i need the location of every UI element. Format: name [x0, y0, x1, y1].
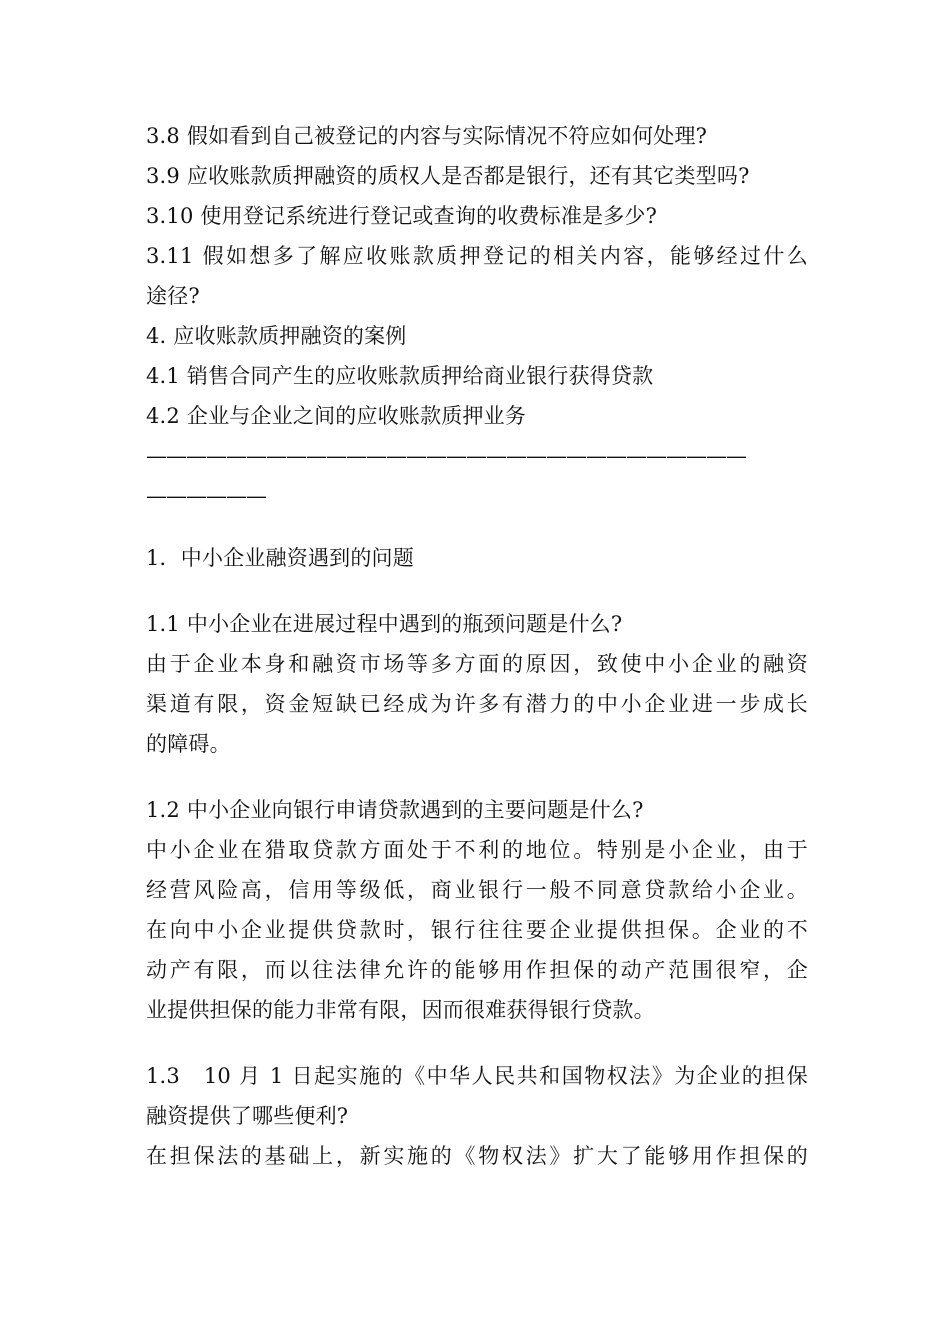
question-1-3 [146, 1056, 808, 1176]
question-1-3-title: 1.3 10 月 1 日起实施的《中华人民共和国物权法》为企业的担保 [146, 1064, 808, 1088]
answer-1-2-line: 经营风险高，信用等级低，商业银行一般不同意贷款给小企业。 [146, 878, 808, 902]
answer-1-2-line: 业提供担保的能力非常有限，因而很难获得银行贷款。 [146, 998, 655, 1022]
separator-line-1: —————————————————————————————— [146, 444, 746, 468]
answer-1-1-line: 由于企业本身和融资市场等多方面的原因，致使中小企业的融资 [146, 652, 808, 676]
question-1-1 [146, 604, 808, 764]
toc-item-4-1: 4.1 销售合同产生的应收账款质押给商业银行获得贷款 [146, 364, 654, 388]
toc-item-3-10: 3.10 使用登记系统进行登记或查询的收费标准是多少? [146, 204, 658, 228]
document-page [146, 116, 808, 1176]
answer-1-2-line: 在向中小企业提供贷款时，银行往往要企业提供担保。企业的不 [146, 918, 808, 942]
answer-1-2-line: 中小企业在猎取贷款方面处于不利的地位。特别是小企业，由于 [146, 838, 808, 862]
answer-1-2-line: 动产有限，而以往法律允许的能够用作担保的动产范围很窄，企 [146, 958, 808, 982]
toc-list [146, 116, 808, 436]
answer-1-3-line: 在担保法的基础上，新实施的《物权法》扩大了能够用作担保的 [146, 1144, 808, 1168]
question-1-1-title: 1.1 中小企业在进展过程中遇到的瓶颈问题是什么? [146, 612, 623, 636]
toc-item-3-11-cont: 途径? [146, 284, 200, 308]
separator-line-2: —————— [146, 484, 266, 508]
answer-1-1-line: 渠道有限，资金短缺已经成为许多有潜力的中小企业进一步成长 [146, 692, 808, 716]
toc-item-3-8: 3.8 假如看到自己被登记的内容与实际情况不符应如何处理? [146, 124, 708, 148]
answer-1-1-line: 的障碍。 [146, 732, 231, 756]
question-1-2 [146, 790, 808, 1030]
section-title: 1．中小企业融资遇到的问题 [146, 546, 414, 570]
toc-item-3-9: 3.9 应收账款质押融资的质权人是否都是银行，还有其它类型吗? [146, 164, 750, 188]
toc-item-4-2: 4.2 企业与企业之间的应收账款质押业务 [146, 404, 527, 428]
toc-item-3-11: 3.11 假如想多了解应收账款质押登记的相关内容，能够经过什么 [146, 244, 808, 268]
toc-item-4: 4. 应收账款质押融资的案例 [146, 324, 407, 348]
question-1-2-title: 1.2 中小企业向银行申请贷款遇到的主要问题是什么? [146, 798, 644, 822]
question-1-3-title-cont: 融资提供了哪些便利? [146, 1104, 349, 1128]
